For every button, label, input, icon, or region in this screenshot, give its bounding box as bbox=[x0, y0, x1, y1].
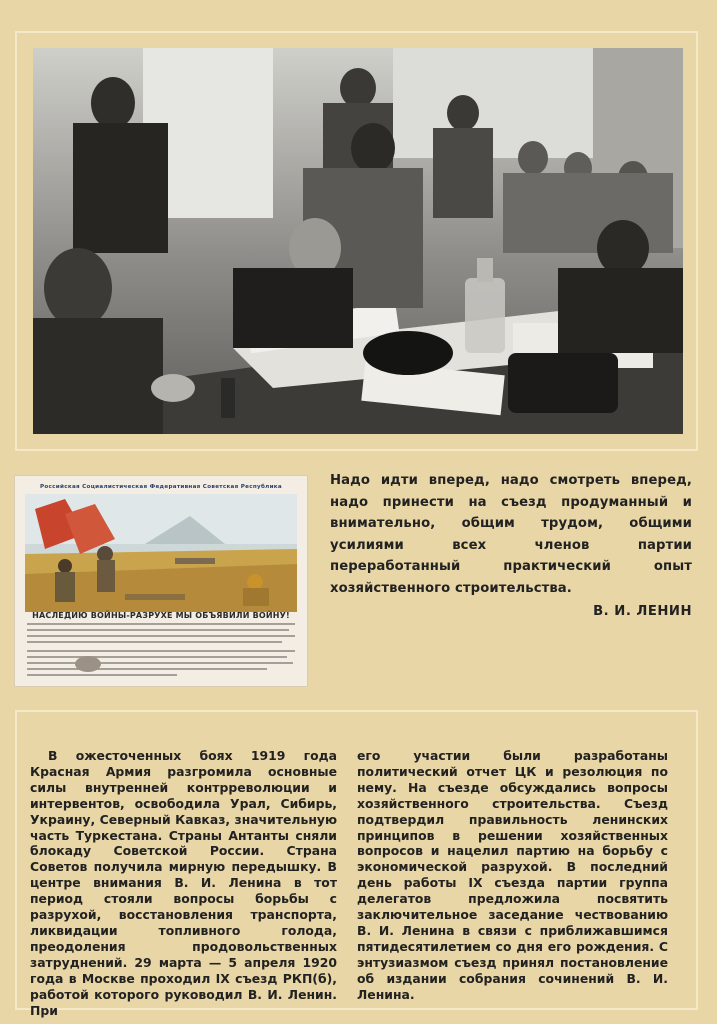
lenin-quote bbox=[330, 470, 692, 622]
poster-slogan: НАСЛЕДИЮ ВОЙНЫ-РАЗРУХЕ МЫ ОБЪЯВИЛИ ВОЙНУ! bbox=[32, 611, 290, 620]
poster-illustration bbox=[25, 494, 297, 612]
article-left-column: В ожесточенных боях 1919 года Красная Армия разгромила основные силы внутренней контрреволюции и интервентов, освободила Урал, Сибирь, Украину, Северный Кавказ, значительную часть Туркестана. Страны Антанты сняли блокаду Советской России. Страна Советов получила мирную передышку. В центре внимания В. И. Ленина в тот период стояли вопросы борьбы с разрухой, восстановления транспорта, ликвидации топливного голода, преодоления продовольственных затруднений. 29 марта — 5 апреля 1920 года в Москве проходил IX съезд РКП(б), работой которого руководил В. И. Ленин. При bbox=[30, 748, 337, 1018]
quote-author: В. И. ЛЕНИН bbox=[593, 603, 692, 619]
poster-header: Российская Социалистическая Федеративная Советская Республика bbox=[40, 484, 282, 490]
meeting-photo bbox=[33, 48, 683, 434]
quote-text: Надо идти вперед, надо смотреть вперед, надо принести на съезд продуманный и внимательно, общим трудом, общими усилиями всех членов партии переработанный практический опыт хозяйственного строительства. bbox=[330, 473, 692, 596]
poster-stamp bbox=[75, 656, 101, 672]
propaganda-poster bbox=[15, 476, 307, 686]
article-right-column: его участии были разработаны политический отчет ЦК и резолюция по нему. На съезде обсуждались вопросы хозяйственного строительства. Съезд подтвердил правильность ленинских принципов в решении хозяйственных вопросов и нацелил партию на борьбу с экономической разрухой. В последний день работы IX съезда партии группа делегатов предложила посвятить заключительное заседание чествованию В. И. Ленина в связи с приближавшимся пятидесятилетием со дня его рождения. С энтузиазмом съезд принял постановление об издании собрания сочинений В. И. Ленина. bbox=[357, 748, 668, 1002]
poster-fine-print bbox=[27, 623, 295, 683]
